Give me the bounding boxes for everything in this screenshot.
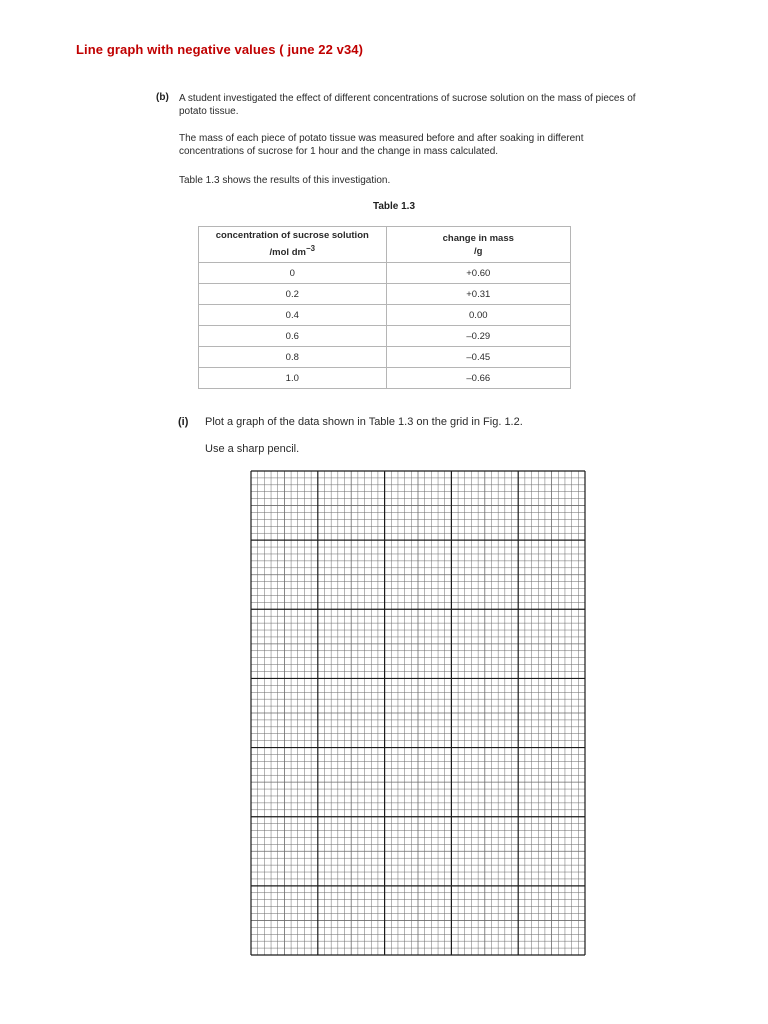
cell-change: –0.29 <box>386 326 570 347</box>
subquestion-label: (i) <box>178 416 189 428</box>
subquestion-note: Use a sharp pencil. <box>205 443 300 455</box>
cell-change: +0.31 <box>386 284 570 305</box>
header-change-unit: /g <box>474 245 483 257</box>
table-row <box>199 284 571 305</box>
cell-concentration: 0.2 <box>199 284 387 305</box>
cell-change: 0.00 <box>386 305 570 326</box>
page-heading: Line graph with negative values ( june 22 v34) <box>76 42 364 57</box>
header-change-in-mass <box>386 227 570 263</box>
cell-change: –0.66 <box>386 368 570 389</box>
cell-change: +0.60 <box>386 263 570 284</box>
cell-change: –0.45 <box>386 347 570 368</box>
table-row <box>199 347 571 368</box>
table-row <box>199 326 571 347</box>
table-row <box>199 263 571 284</box>
graph-grid[interactable] <box>250 470 586 956</box>
table-header-row <box>199 227 571 263</box>
question-label: (b) <box>156 92 169 103</box>
header-concentration-line1: concentration of sucrose solution <box>215 230 369 242</box>
subquestion-instruction: Plot a graph of the data shown in Table 1.3 on the grid in Fig. 1.2. <box>205 416 523 428</box>
header-concentration-unit: /mol dm <box>269 247 306 259</box>
cell-concentration: 1.0 <box>199 368 387 389</box>
cell-concentration: 0.4 <box>199 305 387 326</box>
header-concentration-unit-exponent: −3 <box>305 244 315 254</box>
cell-concentration: 0 <box>199 263 387 284</box>
results-table <box>198 226 571 389</box>
table-row <box>199 305 571 326</box>
table-caption: Table 1.3 <box>372 201 416 212</box>
cell-concentration: 0.6 <box>199 326 387 347</box>
table-row <box>199 368 571 389</box>
question-paragraph-intro: A student investigated the effect of different concentrations of sucrose solution on the mass of pieces of potato tissue. <box>179 93 636 117</box>
cell-concentration: 0.8 <box>199 347 387 368</box>
header-concentration <box>199 227 387 263</box>
question-paragraph-method: The mass of each piece of potato tissue was measured before and after soaking in different concentrations of sucrose for 1 hour and the change in mass calculated. <box>179 133 584 157</box>
question-paragraph-results: Table 1.3 shows the results of this investigation. <box>179 175 391 186</box>
header-change-line1: change in mass <box>442 232 514 244</box>
